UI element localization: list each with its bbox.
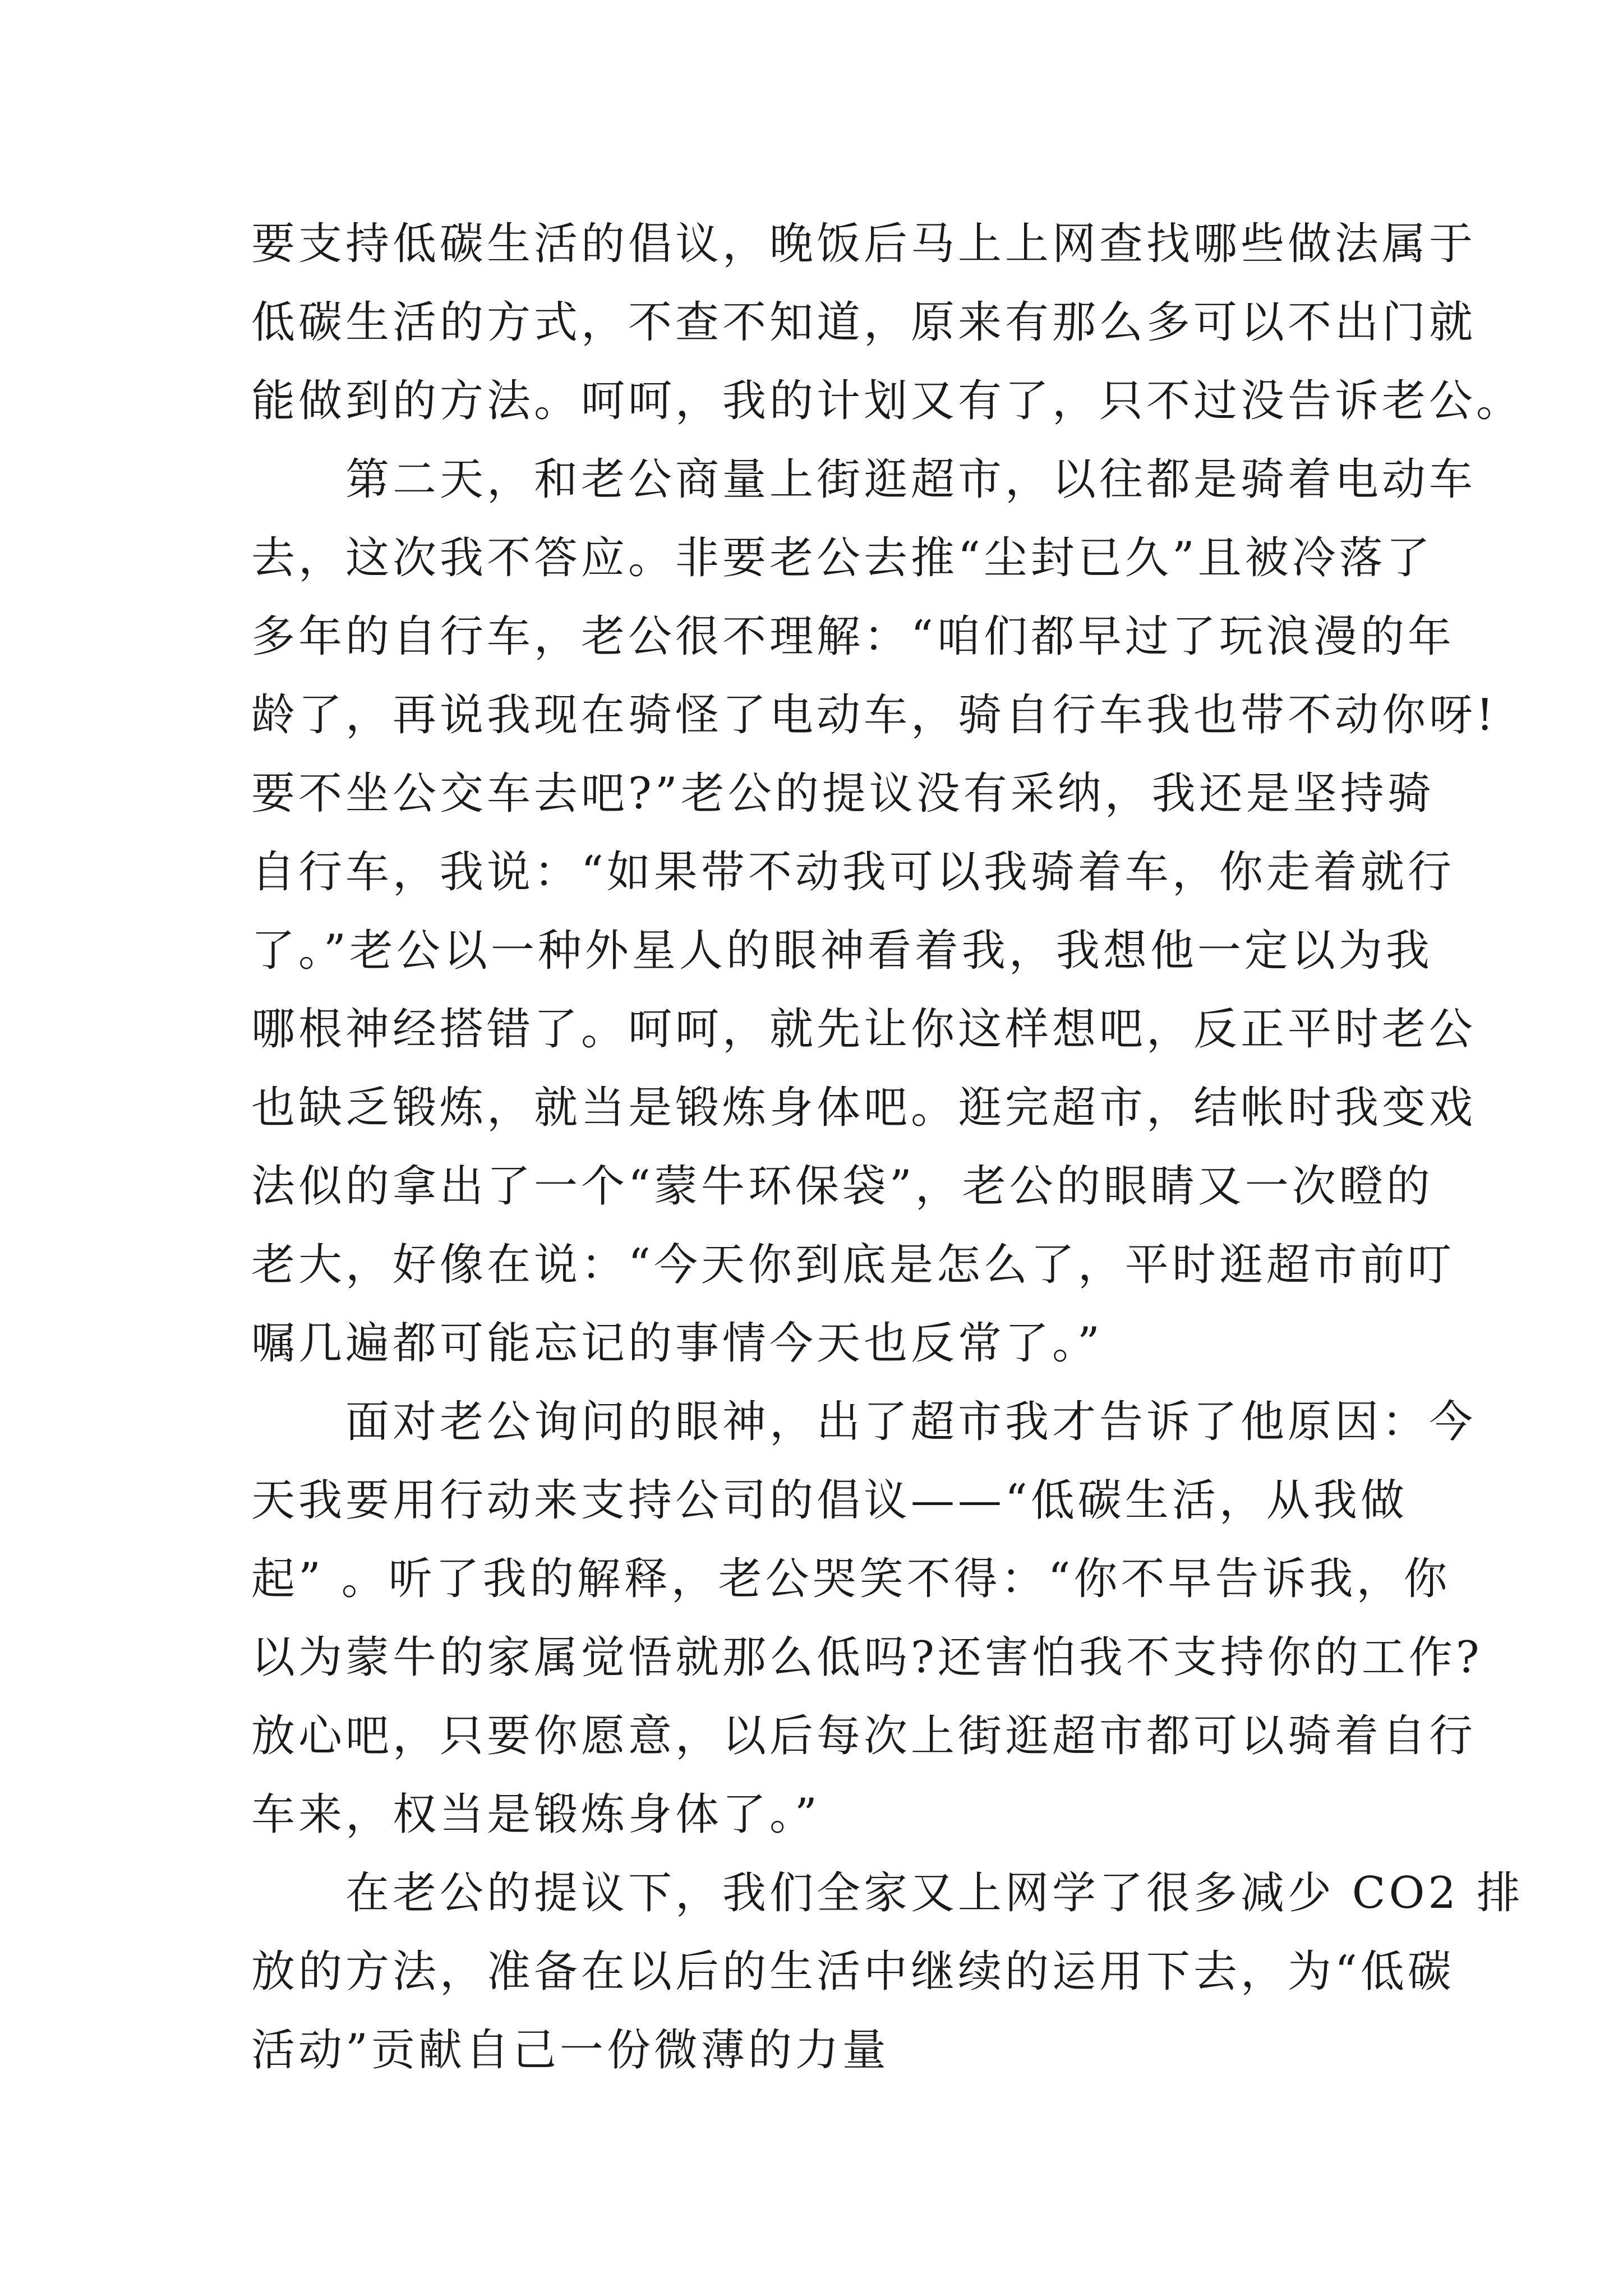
text-line: 老大，好像在说：“今天你到底是怎么了，平时逛超市前叮 bbox=[251, 1240, 1455, 1290]
paragraph-4 bbox=[251, 1854, 1524, 2090]
text-line: 起” 。听了我的解释，老公哭笑不得：“你不早告诉我，你 bbox=[251, 1554, 1451, 1604]
text-line: 嘱几遍都可能忘记的事情今天也反常了。” bbox=[251, 1318, 1103, 1369]
text-line: 自行车，我说：“如果带不动我可以我骑着车，你走着就行 bbox=[251, 847, 1455, 898]
text-line: 多年的自行车，老公很不理解：“咱们都早过了玩浪漫的年 bbox=[251, 611, 1455, 662]
text-line: 哪根神经搭错了。呵呵，就先让你这样想吧，反正平时老公 bbox=[251, 1004, 1477, 1055]
paragraph-1 bbox=[251, 205, 1524, 440]
text-line: 去，这次我不答应。非要老公去推“尘封已久”且被冷落了 bbox=[251, 533, 1433, 583]
text-line: 放的方法，准备在以后的生活中继续的运用下去，为“低碳 bbox=[251, 1947, 1455, 1997]
paragraph-3 bbox=[251, 1383, 1483, 1854]
text-line: 要支持低碳生活的倡议，晚饭后马上上网查找哪些做法属于 bbox=[251, 219, 1477, 269]
text-line: 了。”老公以一种外星人的眼神看着我，我想他一定以为我 bbox=[251, 926, 1433, 976]
text-line: 放心吧，只要你愿意，以后每次上街逛超市都可以骑着自行 bbox=[251, 1711, 1477, 1761]
text-line: 法似的拿出了一个“蒙牛环保袋”，老公的眼睛又一次瞪的 bbox=[251, 1161, 1433, 1212]
text-line: 在老公的提议下，我们全家又上网学了很多减少 CO2 排 bbox=[345, 1868, 1524, 1918]
document-body bbox=[251, 205, 1524, 2090]
text-line: 能做到的方法。呵呵，我的计划又有了，只不过没告诉老公。 bbox=[251, 376, 1524, 426]
text-line: 天我要用行动来支持公司的倡议——“低碳生活，从我做 bbox=[251, 1475, 1408, 1526]
text-line: 面对老公询问的眼神，出了超市我才告诉了他原因：今 bbox=[345, 1397, 1477, 1447]
text-line: 要不坐公交车去吧?”老公的提议没有采纳，我还是坚持骑 bbox=[251, 769, 1435, 819]
text-line: 以为蒙牛的家属觉悟就那么低吗?还害怕我不支持你的工作? bbox=[251, 1632, 1483, 1683]
text-line: 车来，权当是锻炼身体了。” bbox=[251, 1789, 820, 1840]
text-line: 第二天，和老公商量上街逛超市，以往都是骑着电动车 bbox=[345, 454, 1477, 505]
text-line: 活动”贡献自己一份微薄的力量 bbox=[251, 2025, 889, 2076]
text-line: 龄了，再说我现在骑怪了电动车，骑自行车我也带不动你呀! bbox=[251, 690, 1497, 740]
text-line: 低碳生活的方式，不查不知道，原来有那么多可以不出门就 bbox=[251, 297, 1477, 348]
text-line: 也缺乏锻炼，就当是锻炼身体吧。逛完超市，结帐时我变戏 bbox=[251, 1083, 1477, 1133]
paragraph-2 bbox=[251, 440, 1497, 1383]
